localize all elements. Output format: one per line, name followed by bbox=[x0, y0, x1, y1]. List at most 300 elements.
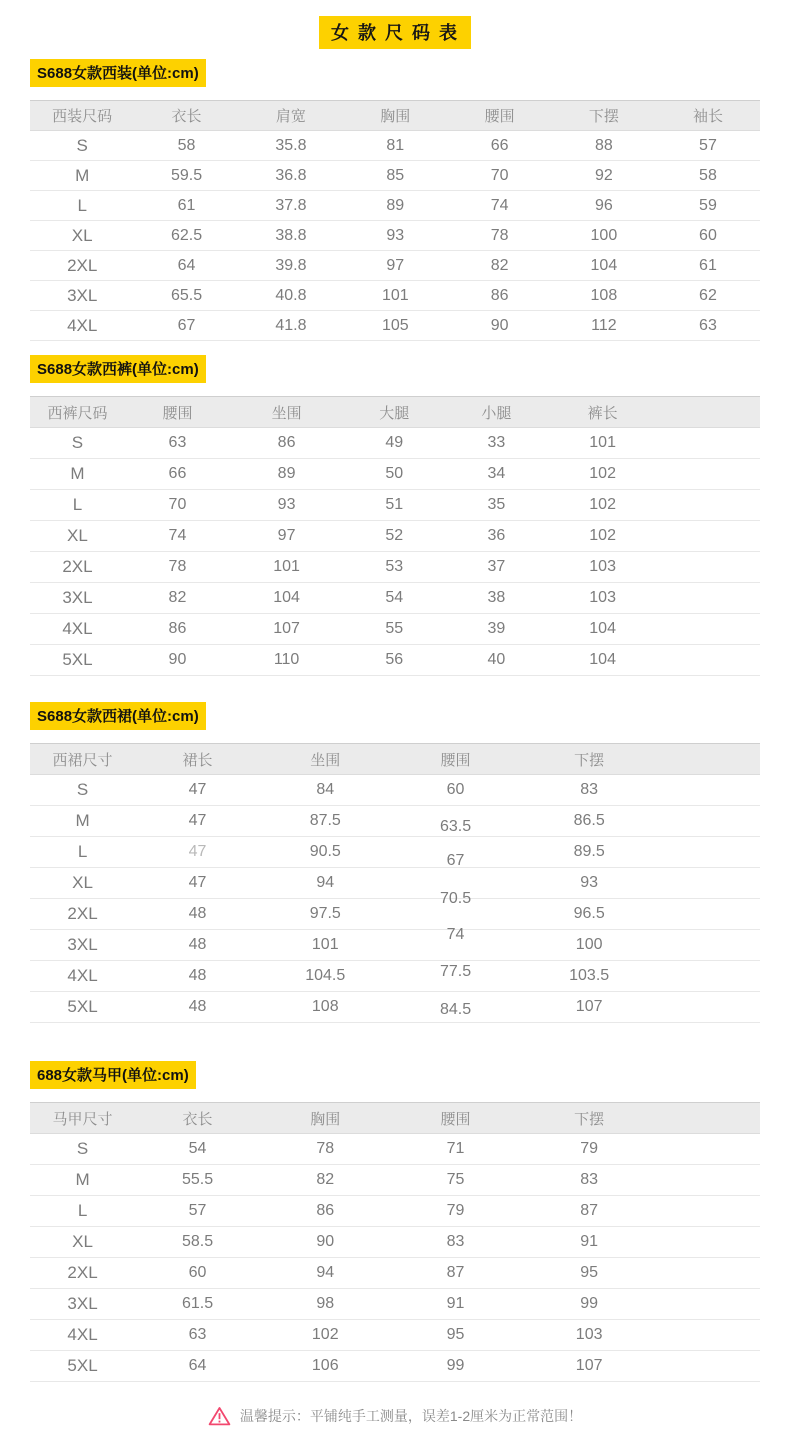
table-cell bbox=[521, 899, 658, 930]
size-value: 83 bbox=[446, 1233, 465, 1250]
size-value: 54 bbox=[385, 589, 404, 606]
table-cell bbox=[135, 1134, 260, 1165]
size-label: L bbox=[77, 195, 87, 215]
table-cell bbox=[135, 1227, 260, 1258]
size-label: 5XL bbox=[62, 650, 93, 669]
table-cell bbox=[391, 1351, 521, 1382]
size-value: 91 bbox=[446, 1295, 465, 1312]
size-value: 74 bbox=[446, 926, 465, 943]
size-value: 97.5 bbox=[309, 905, 341, 922]
size-value: 87 bbox=[446, 1264, 465, 1281]
size-value: 59 bbox=[699, 196, 717, 214]
table-row bbox=[30, 1289, 760, 1320]
size-label: 3XL bbox=[67, 935, 98, 954]
table-cell bbox=[548, 490, 658, 521]
size-value: 47 bbox=[188, 874, 207, 891]
size-value: 63.5 bbox=[439, 818, 472, 835]
table-cell bbox=[343, 490, 445, 521]
size-value: 90.5 bbox=[309, 843, 341, 860]
size-value: 47 bbox=[188, 812, 207, 829]
filler-cell bbox=[658, 490, 760, 521]
table-cell bbox=[448, 191, 552, 221]
table-cell bbox=[125, 583, 230, 614]
size-value: 87.5 bbox=[309, 812, 341, 829]
size-value: 112 bbox=[591, 316, 617, 334]
table-cell bbox=[445, 583, 547, 614]
size-label: L bbox=[77, 842, 88, 861]
table-cell bbox=[521, 1258, 658, 1289]
table-row bbox=[30, 191, 760, 221]
table-cell bbox=[30, 131, 134, 161]
table-cell bbox=[391, 961, 521, 992]
filler-cell bbox=[658, 521, 760, 552]
size-value: 86 bbox=[168, 620, 187, 637]
size-label: 4XL bbox=[67, 315, 98, 335]
size-value: 40 bbox=[487, 651, 506, 668]
table-cell bbox=[30, 775, 135, 806]
size-label: L bbox=[77, 1201, 88, 1220]
size-value: 67 bbox=[177, 316, 196, 334]
size-value: 82 bbox=[490, 256, 509, 274]
table-cell bbox=[135, 868, 260, 899]
table-cell bbox=[656, 311, 760, 341]
table-cell bbox=[391, 1134, 521, 1165]
table-cell bbox=[239, 221, 343, 251]
table-cell bbox=[521, 1227, 658, 1258]
size-value: 65.5 bbox=[170, 286, 203, 304]
table-cell bbox=[521, 775, 658, 806]
size-value: 63 bbox=[188, 1326, 207, 1343]
size-value: 75 bbox=[446, 1171, 465, 1188]
table-row bbox=[30, 868, 760, 899]
table-cell bbox=[135, 961, 260, 992]
table-cell bbox=[552, 221, 656, 251]
table-cell bbox=[230, 490, 343, 521]
size-value: 55 bbox=[385, 620, 404, 637]
size-label: S bbox=[71, 433, 84, 452]
table-cell bbox=[30, 1289, 135, 1320]
table-row bbox=[30, 1165, 760, 1196]
size-value: 101 bbox=[589, 434, 616, 451]
size-value: 82 bbox=[168, 589, 187, 606]
size-label: S bbox=[76, 780, 89, 799]
size-value: 90 bbox=[316, 1233, 335, 1250]
table-cell bbox=[260, 868, 391, 899]
size-value: 50 bbox=[385, 465, 404, 482]
table-cell bbox=[521, 1165, 658, 1196]
table-cell bbox=[521, 1351, 658, 1382]
size-value: 64 bbox=[188, 1357, 207, 1374]
filler-cell bbox=[658, 428, 760, 459]
table-cell bbox=[30, 1351, 135, 1382]
size-value: 36 bbox=[487, 527, 506, 544]
size-value: 101 bbox=[273, 558, 300, 575]
size-table bbox=[30, 100, 760, 341]
table-cell bbox=[239, 311, 343, 341]
filler-header bbox=[658, 1103, 760, 1134]
table-row bbox=[30, 775, 760, 806]
table-cell bbox=[391, 1258, 521, 1289]
table-cell bbox=[552, 251, 656, 281]
table-cell bbox=[656, 281, 760, 311]
size-value: 84.5 bbox=[439, 1001, 472, 1018]
table-row bbox=[30, 1351, 760, 1382]
table-cell bbox=[448, 131, 552, 161]
size-label: 3XL bbox=[67, 285, 98, 305]
size-value: 52 bbox=[385, 527, 404, 544]
filler-cell bbox=[658, 1289, 760, 1320]
size-label: L bbox=[72, 495, 83, 514]
size-value: 82 bbox=[316, 1171, 335, 1188]
size-table-section bbox=[0, 1061, 790, 1382]
size-label: M bbox=[70, 464, 85, 483]
table-cell bbox=[521, 992, 658, 1023]
size-value: 61 bbox=[699, 256, 717, 274]
size-value: 102 bbox=[311, 1326, 339, 1343]
size-value: 70 bbox=[168, 496, 187, 513]
table-cell bbox=[230, 583, 343, 614]
size-value: 89 bbox=[277, 465, 296, 482]
table-cell bbox=[30, 191, 134, 221]
size-value: 36.8 bbox=[275, 166, 307, 184]
table-cell bbox=[448, 281, 552, 311]
table-cell bbox=[30, 868, 135, 899]
column-header: 袖长 bbox=[656, 101, 760, 131]
column-header: 小腿 bbox=[445, 397, 547, 428]
table-cell bbox=[391, 926, 521, 961]
table-cell bbox=[548, 552, 658, 583]
table-cell bbox=[448, 251, 552, 281]
table-cell bbox=[260, 1289, 391, 1320]
column-header: 下摆 bbox=[521, 1103, 658, 1134]
size-value: 70 bbox=[490, 166, 509, 184]
table-row bbox=[30, 1227, 760, 1258]
size-value: 33 bbox=[487, 434, 506, 451]
size-value: 85 bbox=[386, 166, 405, 184]
size-value: 58 bbox=[699, 166, 717, 184]
size-value: 57 bbox=[188, 1202, 207, 1219]
size-value: 86 bbox=[277, 434, 296, 451]
size-value: 40.8 bbox=[275, 286, 307, 304]
size-value: 96.5 bbox=[573, 905, 605, 922]
size-value: 74 bbox=[490, 196, 509, 214]
size-value: 101 bbox=[381, 286, 409, 304]
size-value: 56 bbox=[385, 651, 404, 668]
size-table bbox=[30, 743, 760, 1023]
table-cell bbox=[260, 1227, 391, 1258]
size-value: 93 bbox=[580, 874, 599, 891]
table-cell bbox=[548, 459, 658, 490]
size-value: 92 bbox=[594, 166, 613, 184]
table-cell bbox=[260, 1196, 391, 1227]
size-value: 77.5 bbox=[439, 963, 472, 980]
table-cell bbox=[391, 837, 521, 868]
size-label: 2XL bbox=[67, 1263, 98, 1282]
table-cell bbox=[552, 161, 656, 191]
table-cell bbox=[30, 1320, 135, 1351]
size-value: 63 bbox=[168, 434, 187, 451]
table-cell bbox=[343, 281, 447, 311]
table-cell bbox=[125, 645, 230, 676]
size-value: 55.5 bbox=[181, 1171, 214, 1188]
size-value: 78 bbox=[490, 226, 509, 244]
table-cell bbox=[125, 552, 230, 583]
table-cell bbox=[30, 311, 134, 341]
table-cell bbox=[134, 131, 238, 161]
table-cell bbox=[343, 552, 445, 583]
table-cell bbox=[230, 521, 343, 552]
table-cell bbox=[30, 221, 134, 251]
table-cell bbox=[134, 251, 238, 281]
size-label: XL bbox=[72, 873, 93, 892]
table-row bbox=[30, 490, 760, 521]
table-row bbox=[30, 930, 760, 961]
column-header: 胸围 bbox=[343, 101, 447, 131]
size-value: 104 bbox=[589, 620, 616, 637]
filler-cell bbox=[658, 1165, 760, 1196]
table-cell bbox=[260, 1320, 391, 1351]
table-row bbox=[30, 161, 760, 191]
size-table-section bbox=[0, 59, 790, 341]
size-value: 34 bbox=[487, 465, 506, 482]
size-label: 5XL bbox=[67, 1356, 98, 1375]
table-cell bbox=[448, 311, 552, 341]
table-cell bbox=[343, 614, 445, 645]
table-cell bbox=[260, 961, 391, 992]
size-value: 90 bbox=[168, 651, 187, 668]
size-value: 47 bbox=[188, 781, 207, 798]
size-value: 51 bbox=[385, 496, 404, 513]
table-cell bbox=[343, 191, 447, 221]
size-value: 101 bbox=[311, 936, 339, 953]
size-value: 54 bbox=[188, 1140, 207, 1157]
column-header: 坐围 bbox=[230, 397, 343, 428]
table-cell bbox=[391, 1196, 521, 1227]
size-label: M bbox=[75, 165, 90, 185]
table-cell bbox=[30, 428, 125, 459]
table-cell bbox=[260, 992, 391, 1023]
table-cell bbox=[391, 806, 521, 837]
size-label: 4XL bbox=[62, 619, 93, 638]
table-cell bbox=[391, 775, 521, 806]
size-value: 97 bbox=[386, 256, 405, 274]
size-label: 4XL bbox=[67, 1325, 98, 1344]
table-cell bbox=[548, 614, 658, 645]
table-cell bbox=[134, 161, 238, 191]
table-cell bbox=[30, 930, 135, 961]
table-cell bbox=[445, 552, 547, 583]
size-value: 107 bbox=[575, 1357, 603, 1374]
size-value: 88 bbox=[594, 136, 613, 154]
page-title: 女 款 尺 码 表 bbox=[319, 16, 471, 49]
size-value: 89.5 bbox=[573, 843, 605, 860]
column-header: 肩宽 bbox=[239, 101, 343, 131]
table-cell bbox=[30, 161, 134, 191]
table-cell bbox=[239, 161, 343, 191]
table-row bbox=[30, 428, 760, 459]
table-row bbox=[30, 1258, 760, 1289]
table-cell bbox=[135, 1289, 260, 1320]
table-cell bbox=[445, 521, 547, 552]
size-value: 107 bbox=[575, 998, 603, 1015]
table-row bbox=[30, 899, 760, 930]
filler-cell bbox=[658, 1196, 760, 1227]
table-cell bbox=[30, 837, 135, 868]
size-value: 48 bbox=[188, 905, 207, 922]
filler-cell bbox=[658, 1227, 760, 1258]
size-value: 53 bbox=[385, 558, 404, 575]
size-value: 74 bbox=[168, 527, 187, 544]
table-row bbox=[30, 992, 760, 1023]
column-header: 下摆 bbox=[552, 101, 656, 131]
filler-cell bbox=[658, 583, 760, 614]
size-tables bbox=[0, 59, 790, 1382]
table-cell bbox=[230, 552, 343, 583]
size-value: 103 bbox=[589, 589, 616, 606]
column-header: 腰围 bbox=[125, 397, 230, 428]
section-title: S688女款西装(单位:cm) bbox=[30, 59, 206, 87]
table-cell bbox=[239, 281, 343, 311]
size-value: 48 bbox=[188, 967, 207, 984]
table-cell bbox=[521, 806, 658, 837]
table-row bbox=[30, 131, 760, 161]
filler-header bbox=[658, 397, 760, 428]
filler-cell bbox=[658, 1258, 760, 1289]
size-value: 38.8 bbox=[275, 226, 307, 244]
size-value: 108 bbox=[590, 286, 618, 304]
filler-cell bbox=[658, 459, 760, 490]
table-row bbox=[30, 221, 760, 251]
filler-cell bbox=[658, 645, 760, 676]
table-cell bbox=[445, 428, 547, 459]
table-cell bbox=[548, 583, 658, 614]
warning-triangle-icon bbox=[208, 1406, 231, 1426]
table-cell bbox=[260, 899, 391, 930]
filler-cell bbox=[658, 1351, 760, 1382]
column-header: 衣长 bbox=[134, 101, 238, 131]
table-cell bbox=[134, 191, 238, 221]
filler-cell bbox=[658, 614, 760, 645]
size-value: 87 bbox=[580, 1202, 599, 1219]
size-value: 83 bbox=[580, 1171, 599, 1188]
size-value: 100 bbox=[575, 936, 603, 953]
table-cell bbox=[448, 161, 552, 191]
table-cell bbox=[135, 837, 260, 868]
size-value: 61.5 bbox=[181, 1295, 214, 1312]
table-cell bbox=[125, 459, 230, 490]
table-cell bbox=[552, 311, 656, 341]
table-cell bbox=[135, 806, 260, 837]
size-value: 66 bbox=[168, 465, 187, 482]
table-cell bbox=[548, 645, 658, 676]
table-cell bbox=[552, 281, 656, 311]
table-cell bbox=[445, 459, 547, 490]
size-value: 100 bbox=[590, 226, 618, 244]
size-value: 60 bbox=[699, 226, 717, 244]
filler-cell bbox=[658, 961, 760, 992]
filler-cell bbox=[658, 899, 760, 930]
size-value: 60 bbox=[188, 1264, 207, 1281]
size-label: M bbox=[75, 811, 90, 830]
table-cell bbox=[445, 614, 547, 645]
size-value: 67 bbox=[446, 852, 465, 869]
size-value: 37 bbox=[487, 558, 506, 575]
size-value: 64 bbox=[177, 256, 196, 274]
column-header: 下摆 bbox=[521, 744, 658, 775]
filler-header bbox=[658, 744, 760, 775]
size-value: 62 bbox=[699, 286, 717, 304]
size-label: 2XL bbox=[67, 904, 98, 923]
table-cell bbox=[30, 992, 135, 1023]
size-value: 93 bbox=[386, 226, 405, 244]
filler-cell bbox=[658, 775, 760, 806]
table-cell bbox=[30, 251, 134, 281]
table-cell bbox=[260, 1165, 391, 1196]
size-value: 107 bbox=[273, 620, 300, 637]
table-cell bbox=[552, 191, 656, 221]
table-cell bbox=[548, 428, 658, 459]
table-cell bbox=[656, 161, 760, 191]
table-row bbox=[30, 281, 760, 311]
size-value: 35.8 bbox=[275, 136, 307, 154]
size-value: 108 bbox=[311, 998, 339, 1015]
table-cell bbox=[343, 521, 445, 552]
table-cell bbox=[521, 837, 658, 868]
table-cell bbox=[656, 131, 760, 161]
page-title-wrap bbox=[0, 16, 790, 49]
size-value: 106 bbox=[311, 1357, 339, 1374]
size-value: 103.5 bbox=[569, 967, 610, 984]
table-cell bbox=[552, 131, 656, 161]
size-label: XL bbox=[71, 225, 93, 245]
table-cell bbox=[445, 490, 547, 521]
column-header: 裙长 bbox=[135, 744, 260, 775]
size-value: 39 bbox=[487, 620, 506, 637]
table-cell bbox=[260, 1258, 391, 1289]
filler-cell bbox=[658, 868, 760, 899]
size-value: 104.5 bbox=[305, 967, 346, 984]
table-cell bbox=[239, 191, 343, 221]
table-cell bbox=[343, 459, 445, 490]
table-header-row bbox=[30, 397, 760, 428]
table-cell bbox=[135, 1258, 260, 1289]
size-value: 71 bbox=[446, 1140, 465, 1157]
table-cell bbox=[134, 311, 238, 341]
size-value: 49 bbox=[385, 434, 404, 451]
table-cell bbox=[135, 1165, 260, 1196]
table-cell bbox=[230, 459, 343, 490]
size-value: 57 bbox=[699, 136, 717, 154]
size-value: 93 bbox=[277, 496, 296, 513]
size-label: XL bbox=[72, 1232, 93, 1251]
column-header: 坐围 bbox=[260, 744, 391, 775]
size-value: 79 bbox=[580, 1140, 599, 1157]
table-cell bbox=[521, 1320, 658, 1351]
size-value: 98 bbox=[316, 1295, 335, 1312]
table-cell bbox=[656, 221, 760, 251]
table-cell bbox=[30, 490, 125, 521]
column-header: 西裙尺寸 bbox=[30, 744, 135, 775]
filler-cell bbox=[658, 992, 760, 1023]
table-cell bbox=[135, 1351, 260, 1382]
table-header-row bbox=[30, 101, 760, 131]
filler-cell bbox=[658, 1134, 760, 1165]
size-value: 90 bbox=[490, 316, 509, 334]
size-value: 84 bbox=[316, 781, 335, 798]
table-cell bbox=[30, 1258, 135, 1289]
size-value: 62.5 bbox=[170, 226, 203, 244]
size-value: 86 bbox=[490, 286, 509, 304]
